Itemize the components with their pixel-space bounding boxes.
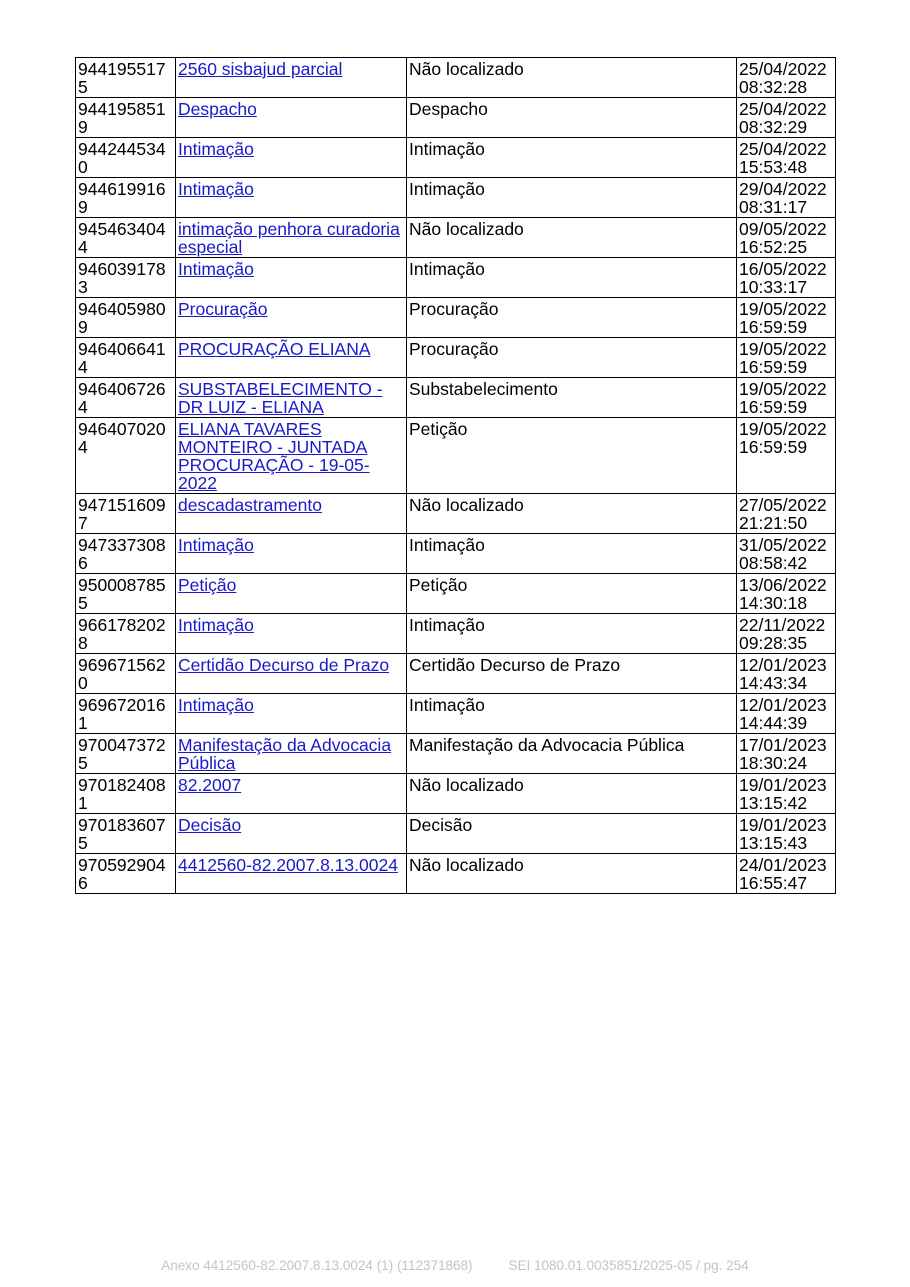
table-row	[76, 338, 836, 378]
document-name-cell	[176, 814, 407, 854]
document-id-cell: 9471516097	[76, 494, 176, 534]
document-date: 25/04/2022	[739, 99, 827, 119]
document-date: 12/01/2023	[739, 655, 827, 675]
document-datetime-cell	[737, 418, 836, 494]
document-datetime-cell	[737, 178, 836, 218]
document-type-cell: Não localizado	[407, 218, 737, 258]
table-row	[76, 178, 836, 218]
document-time: 13:15:42	[739, 793, 808, 813]
document-type-cell: Certidão Decurso de Prazo	[407, 654, 737, 694]
document-name-cell	[176, 734, 407, 774]
document-date: 24/01/2023	[739, 855, 827, 875]
document-datetime-cell	[737, 218, 836, 258]
document-link[interactable]: Procuração	[178, 299, 268, 319]
document-date: 16/05/2022	[739, 259, 827, 279]
document-link[interactable]: Intimação	[178, 535, 254, 555]
table-row	[76, 574, 836, 614]
document-date: 13/06/2022	[739, 575, 827, 595]
document-name-cell	[176, 98, 407, 138]
table-row	[76, 494, 836, 534]
document-link[interactable]: Intimação	[178, 695, 254, 715]
document-time: 08:31:17	[739, 197, 808, 217]
document-name-cell	[176, 654, 407, 694]
document-id-cell: 9454634044	[76, 218, 176, 258]
table-row	[76, 418, 836, 494]
document-datetime-cell	[737, 694, 836, 734]
document-time: 08:32:28	[739, 77, 808, 97]
document-date: 19/01/2023	[739, 815, 827, 835]
document-type-cell: Intimação	[407, 178, 737, 218]
document-name-cell	[176, 298, 407, 338]
document-link[interactable]: Manifestação da Advocacia Pública	[178, 735, 392, 773]
document-id-cell: 9661782028	[76, 614, 176, 654]
document-name-cell	[176, 218, 407, 258]
footer-attachment-info: Anexo 4412560-82.2007.8.13.0024 (1) (112371868)	[161, 1258, 473, 1273]
document-link[interactable]: Decisão	[178, 815, 242, 835]
document-id-cell: 9696720161	[76, 694, 176, 734]
document-type-cell: Intimação	[407, 258, 737, 298]
table-row	[76, 58, 836, 98]
document-time: 10:33:17	[739, 277, 808, 297]
document-date: 12/01/2023	[739, 695, 827, 715]
document-id-cell: 9464070204	[76, 418, 176, 494]
document-datetime-cell	[737, 298, 836, 338]
document-id-cell: 9441958519	[76, 98, 176, 138]
document-type-cell: Manifestação da Advocacia Pública	[407, 734, 737, 774]
document-date: 19/05/2022	[739, 299, 827, 319]
document-date: 19/05/2022	[739, 379, 827, 399]
document-link[interactable]: ELIANA TAVARES MONTEIRO - JUNTADA PROCURAÇÃO - 19-05-2022	[178, 419, 370, 493]
table-row	[76, 378, 836, 418]
document-id-cell: 9464067264	[76, 378, 176, 418]
table-row	[76, 814, 836, 854]
document-link[interactable]: 4412560-82.2007.8.13.0024	[178, 855, 398, 875]
footer-sei-page-info: SEI 1080.01.0035851/2025-05 / pg. 254	[508, 1258, 749, 1273]
document-type-cell: Petição	[407, 574, 737, 614]
table-row	[76, 614, 836, 654]
document-time: 15:53:48	[739, 157, 808, 177]
document-type-cell: Não localizado	[407, 774, 737, 814]
document-datetime-cell	[737, 338, 836, 378]
document-date: 19/05/2022	[739, 339, 827, 359]
document-date: 19/05/2022	[739, 419, 827, 439]
document-type-cell: Procuração	[407, 298, 737, 338]
document-time: 14:30:18	[739, 593, 808, 613]
document-type-cell: Petição	[407, 418, 737, 494]
document-link[interactable]: intimação penhora curadoria especial	[178, 219, 400, 257]
table-row	[76, 218, 836, 258]
document-time: 16:52:25	[739, 237, 808, 257]
document-type-cell: Procuração	[407, 338, 737, 378]
document-time: 14:43:34	[739, 673, 808, 693]
document-name-cell	[176, 534, 407, 574]
document-time: 08:58:42	[739, 553, 808, 573]
document-datetime-cell	[737, 494, 836, 534]
document-date: 25/04/2022	[739, 139, 827, 159]
document-list-body	[76, 58, 836, 894]
document-datetime-cell	[737, 574, 836, 614]
document-date: 25/04/2022	[739, 59, 827, 79]
document-link[interactable]: descadastramento	[178, 495, 322, 515]
document-link[interactable]: Petição	[178, 575, 237, 595]
document-type-cell: Intimação	[407, 694, 737, 734]
document-id-cell: 9442445340	[76, 138, 176, 178]
document-link[interactable]: Intimação	[178, 139, 254, 159]
document-type-cell: Intimação	[407, 614, 737, 654]
document-id-cell: 9701824081	[76, 774, 176, 814]
document-type-cell: Intimação	[407, 534, 737, 574]
table-row	[76, 854, 836, 894]
document-datetime-cell	[737, 138, 836, 178]
document-type-cell: Substabelecimento	[407, 378, 737, 418]
document-name-cell	[176, 58, 407, 98]
document-time: 21:21:50	[739, 513, 808, 533]
document-datetime-cell	[737, 854, 836, 894]
document-type-cell: Não localizado	[407, 58, 737, 98]
document-time: 13:15:43	[739, 833, 808, 853]
document-time: 08:32:29	[739, 117, 808, 137]
table-row	[76, 694, 836, 734]
document-time: 16:59:59	[739, 397, 808, 417]
document-link[interactable]: Intimação	[178, 615, 254, 635]
document-datetime-cell	[737, 58, 836, 98]
document-id-cell: 9473373086	[76, 534, 176, 574]
document-time: 14:44:39	[739, 713, 808, 733]
document-id-cell: 9446199169	[76, 178, 176, 218]
document-date: 19/01/2023	[739, 775, 827, 795]
table-row	[76, 98, 836, 138]
document-datetime-cell	[737, 774, 836, 814]
table-row	[76, 774, 836, 814]
document-datetime-cell	[737, 258, 836, 298]
document-id-cell: 9464059809	[76, 298, 176, 338]
document-name-cell	[176, 418, 407, 494]
document-datetime-cell	[737, 614, 836, 654]
document-link[interactable]: Intimação	[178, 179, 254, 199]
document-name-cell	[176, 258, 407, 298]
document-type-cell: Não localizado	[407, 854, 737, 894]
document-datetime-cell	[737, 814, 836, 854]
table-row	[76, 534, 836, 574]
document-id-cell: 9705929046	[76, 854, 176, 894]
document-type-cell: Não localizado	[407, 494, 737, 534]
document-date: 22/11/2022	[739, 615, 826, 635]
document-name-cell	[176, 138, 407, 178]
document-id-cell: 9464066414	[76, 338, 176, 378]
document-datetime-cell	[737, 378, 836, 418]
document-link[interactable]: Certidão Decurso de Prazo	[178, 655, 390, 675]
document-name-cell	[176, 774, 407, 814]
document-date: 17/01/2023	[739, 735, 827, 755]
document-time: 09:28:35	[739, 633, 808, 653]
document-name-cell	[176, 614, 407, 654]
document-link[interactable]: 82.2007	[178, 775, 242, 795]
document-name-cell	[176, 854, 407, 894]
document-time: 16:59:59	[739, 317, 808, 337]
document-list-table	[75, 57, 836, 894]
document-id-cell: 9700473725	[76, 734, 176, 774]
document-type-cell: Despacho	[407, 98, 737, 138]
page-footer	[0, 1258, 910, 1273]
document-name-cell	[176, 574, 407, 614]
document-datetime-cell	[737, 734, 836, 774]
document-id-cell: 9500087855	[76, 574, 176, 614]
document-name-cell	[176, 338, 407, 378]
document-name-cell	[176, 694, 407, 734]
document-name-cell	[176, 378, 407, 418]
document-link[interactable]: SUBSTABELECIMENTO - DR LUIZ - ELIANA	[178, 379, 383, 417]
document-date: 31/05/2022	[739, 535, 827, 555]
document-id-cell: 9441955175	[76, 58, 176, 98]
table-row	[76, 734, 836, 774]
document-datetime-cell	[737, 98, 836, 138]
document-name-cell	[176, 178, 407, 218]
document-time: 18:30:24	[739, 753, 808, 773]
document-link[interactable]: Despacho	[178, 99, 257, 119]
document-type-cell: Decisão	[407, 814, 737, 854]
document-datetime-cell	[737, 534, 836, 574]
document-datetime-cell	[737, 654, 836, 694]
document-time: 16:55:47	[739, 873, 808, 893]
document-id-cell: 9701836075	[76, 814, 176, 854]
document-id-cell: 9696715620	[76, 654, 176, 694]
table-row	[76, 654, 836, 694]
document-time: 16:59:59	[739, 437, 808, 457]
table-row	[76, 298, 836, 338]
document-date: 29/04/2022	[739, 179, 827, 199]
table-row	[76, 138, 836, 178]
document-name-cell	[176, 494, 407, 534]
table-row	[76, 258, 836, 298]
document-date: 27/05/2022	[739, 495, 827, 515]
document-link[interactable]: Intimação	[178, 259, 254, 279]
document-time: 16:59:59	[739, 357, 808, 377]
document-date: 09/05/2022	[739, 219, 827, 239]
document-type-cell: Intimação	[407, 138, 737, 178]
document-id-cell: 9460391783	[76, 258, 176, 298]
document-link[interactable]: PROCURAÇÃO ELIANA	[178, 339, 371, 359]
document-link[interactable]: 2560 sisbajud parcial	[178, 59, 343, 79]
